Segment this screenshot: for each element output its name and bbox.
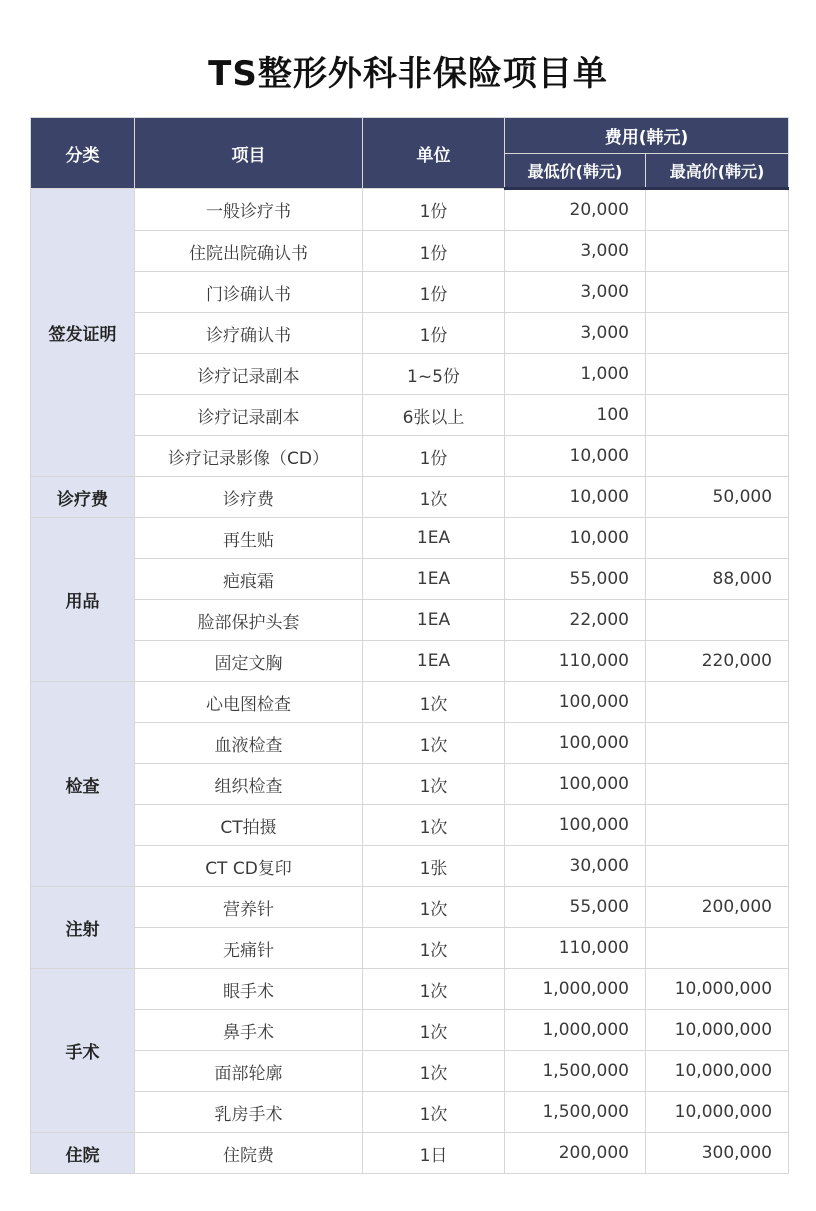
min-price-cell: 100 <box>505 395 646 436</box>
table-body <box>31 189 789 1174</box>
item-cell: 鼻手术 <box>135 1010 363 1051</box>
item-cell: 固定文胸 <box>135 641 363 682</box>
min-price-cell: 1,000,000 <box>505 1010 646 1051</box>
item-cell: 疤痕霜 <box>135 559 363 600</box>
max-price-cell: 10,000,000 <box>646 1010 789 1051</box>
table-row <box>31 969 789 1010</box>
item-cell: 一般诊疗书 <box>135 189 363 231</box>
min-price-cell: 100,000 <box>505 764 646 805</box>
unit-cell: 1次 <box>363 764 505 805</box>
table-row <box>31 518 789 559</box>
unit-cell: 1次 <box>363 969 505 1010</box>
item-cell: 脸部保护头套 <box>135 600 363 641</box>
table-row <box>31 477 789 518</box>
unit-cell: 1EA <box>363 641 505 682</box>
max-price-cell <box>646 313 789 354</box>
category-cell: 住院 <box>31 1133 135 1174</box>
item-cell: 诊疗记录副本 <box>135 395 363 436</box>
header-min-price: 最低价(韩元) <box>505 154 646 189</box>
max-price-cell <box>646 518 789 559</box>
max-price-cell: 300,000 <box>646 1133 789 1174</box>
item-cell: 眼手术 <box>135 969 363 1010</box>
item-cell: 心电图检查 <box>135 682 363 723</box>
max-price-cell: 10,000,000 <box>646 1092 789 1133</box>
header-item: 项目 <box>135 118 363 189</box>
unit-cell: 1份 <box>363 231 505 272</box>
unit-cell: 1次 <box>363 805 505 846</box>
table-row <box>31 436 789 477</box>
item-cell: 乳房手术 <box>135 1092 363 1133</box>
item-cell: 诊疗记录影像（CD） <box>135 436 363 477</box>
min-price-cell: 1,500,000 <box>505 1051 646 1092</box>
min-price-cell: 3,000 <box>505 231 646 272</box>
table-row <box>31 272 789 313</box>
table-row <box>31 887 789 928</box>
min-price-cell: 1,000,000 <box>505 969 646 1010</box>
unit-cell: 1次 <box>363 1092 505 1133</box>
unit-cell: 1次 <box>363 928 505 969</box>
table-row <box>31 682 789 723</box>
max-price-cell <box>646 395 789 436</box>
min-price-cell: 200,000 <box>505 1133 646 1174</box>
min-price-cell: 110,000 <box>505 928 646 969</box>
min-price-cell: 110,000 <box>505 641 646 682</box>
item-cell: 面部轮廓 <box>135 1051 363 1092</box>
item-cell: 住院出院确认书 <box>135 231 363 272</box>
unit-cell: 1份 <box>363 313 505 354</box>
unit-cell: 1EA <box>363 600 505 641</box>
header-fee: 费用(韩元) <box>505 118 789 154</box>
unit-cell: 1张 <box>363 846 505 887</box>
unit-cell: 1次 <box>363 723 505 764</box>
table-row <box>31 1092 789 1133</box>
max-price-cell <box>646 846 789 887</box>
unit-cell: 1次 <box>363 887 505 928</box>
max-price-cell: 220,000 <box>646 641 789 682</box>
item-cell: 门诊确认书 <box>135 272 363 313</box>
header-category: 分类 <box>31 118 135 189</box>
category-cell: 检查 <box>31 682 135 887</box>
unit-cell: 1份 <box>363 436 505 477</box>
max-price-cell <box>646 723 789 764</box>
table-row <box>31 641 789 682</box>
table-row <box>31 231 789 272</box>
table-row <box>31 846 789 887</box>
unit-cell: 1份 <box>363 189 505 231</box>
unit-cell: 1EA <box>363 518 505 559</box>
table-row <box>31 928 789 969</box>
price-table <box>30 117 789 1174</box>
min-price-cell: 22,000 <box>505 600 646 641</box>
unit-cell: 6张以上 <box>363 395 505 436</box>
table-row <box>31 764 789 805</box>
table-row <box>31 1133 789 1174</box>
min-price-cell: 30,000 <box>505 846 646 887</box>
table-row <box>31 189 789 231</box>
unit-cell: 1次 <box>363 682 505 723</box>
min-price-cell: 10,000 <box>505 518 646 559</box>
header-unit: 单位 <box>363 118 505 189</box>
max-price-cell <box>646 764 789 805</box>
max-price-cell <box>646 189 789 231</box>
category-cell: 签发证明 <box>31 189 135 477</box>
max-price-cell: 88,000 <box>646 559 789 600</box>
table-row <box>31 723 789 764</box>
max-price-cell <box>646 272 789 313</box>
max-price-cell <box>646 354 789 395</box>
item-cell: 诊疗记录副本 <box>135 354 363 395</box>
max-price-cell: 50,000 <box>646 477 789 518</box>
min-price-cell: 100,000 <box>505 723 646 764</box>
unit-cell: 1~5份 <box>363 354 505 395</box>
category-cell: 手术 <box>31 969 135 1133</box>
max-price-cell <box>646 231 789 272</box>
min-price-cell: 3,000 <box>505 313 646 354</box>
min-price-cell: 10,000 <box>505 436 646 477</box>
table-row <box>31 313 789 354</box>
max-price-cell: 10,000,000 <box>646 969 789 1010</box>
max-price-cell: 200,000 <box>646 887 789 928</box>
unit-cell: 1次 <box>363 1010 505 1051</box>
max-price-cell <box>646 805 789 846</box>
item-cell: 组织检查 <box>135 764 363 805</box>
min-price-cell: 3,000 <box>505 272 646 313</box>
unit-cell: 1日 <box>363 1133 505 1174</box>
max-price-cell <box>646 436 789 477</box>
item-cell: 血液检查 <box>135 723 363 764</box>
min-price-cell: 55,000 <box>505 559 646 600</box>
min-price-cell: 100,000 <box>505 682 646 723</box>
table-row <box>31 559 789 600</box>
unit-cell: 1份 <box>363 272 505 313</box>
table-header <box>31 118 789 189</box>
page-title: TS整形外科非保险项目单 <box>208 54 608 94</box>
max-price-cell <box>646 600 789 641</box>
table-row <box>31 805 789 846</box>
table-row <box>31 600 789 641</box>
item-cell: 再生贴 <box>135 518 363 559</box>
table-row <box>31 1051 789 1092</box>
max-price-cell <box>646 682 789 723</box>
category-cell: 注射 <box>31 887 135 969</box>
category-cell: 诊疗费 <box>31 477 135 518</box>
min-price-cell: 10,000 <box>505 477 646 518</box>
item-cell: CT CD复印 <box>135 846 363 887</box>
unit-cell: 1次 <box>363 477 505 518</box>
table-row <box>31 395 789 436</box>
item-cell: 诊疗费 <box>135 477 363 518</box>
header-max-price: 最高价(韩元) <box>646 154 789 189</box>
min-price-cell: 55,000 <box>505 887 646 928</box>
item-cell: 住院费 <box>135 1133 363 1174</box>
item-cell: 营养针 <box>135 887 363 928</box>
min-price-cell: 1,500,000 <box>505 1092 646 1133</box>
category-cell: 用品 <box>31 518 135 682</box>
unit-cell: 1次 <box>363 1051 505 1092</box>
item-cell: CT拍摄 <box>135 805 363 846</box>
min-price-cell: 100,000 <box>505 805 646 846</box>
unit-cell: 1EA <box>363 559 505 600</box>
item-cell: 无痛针 <box>135 928 363 969</box>
max-price-cell: 10,000,000 <box>646 1051 789 1092</box>
table-row <box>31 354 789 395</box>
min-price-cell: 1,000 <box>505 354 646 395</box>
min-price-cell: 20,000 <box>505 189 646 231</box>
item-cell: 诊疗确认书 <box>135 313 363 354</box>
table-row <box>31 1010 789 1051</box>
max-price-cell <box>646 928 789 969</box>
